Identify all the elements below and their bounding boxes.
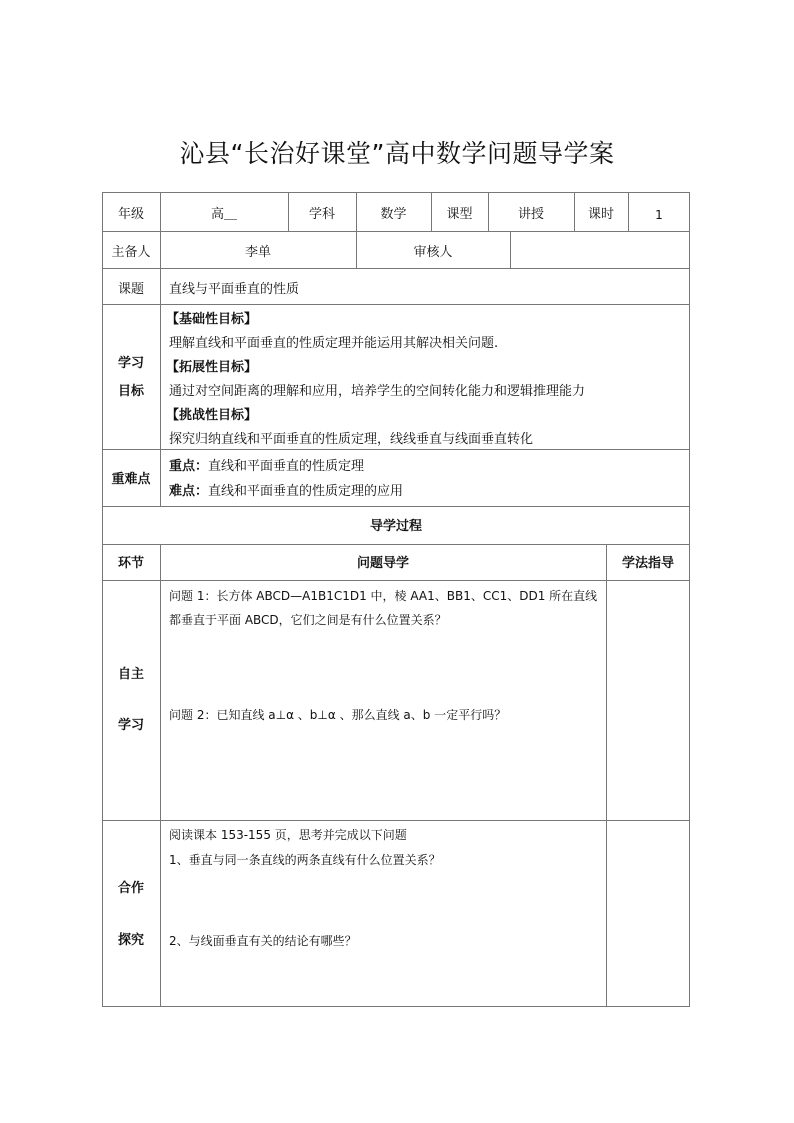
reviewer-label: 审核人 [413,245,453,260]
difficulty-line [169,483,403,501]
table-rule [102,449,690,450]
difficulty-text: 直线和平面垂直的性质定理的应用 [208,484,404,499]
table-rule [102,192,690,193]
table-rule [102,580,690,581]
period-value: 1 [655,208,663,222]
subject-label: 学科 [308,207,335,222]
basic-goal-heading: 【基础性目标】 [166,312,258,327]
question-2: 问题 2：已知直线 a⊥α 、b⊥α 、那么直线 a、b 一定平行吗？ [169,708,507,722]
table-rule [102,820,690,821]
question-1-line: 问题 1：长方体 ABCD—A1B1C1D1 中，棱 AA1、BB1、CC1、DD1 所在直线 [169,589,598,603]
challenge-goal-heading: 【挑战性目标】 [166,408,258,423]
lesson-type-label: 课型 [446,207,473,222]
grade-label: 年级 [117,207,144,222]
extend-goal-text: 通过对空间距离的理解和应用，培养学生的空间转化能力和逻辑推理能力 [169,384,586,399]
table-rule [102,544,690,545]
table-rule [160,268,161,506]
topic-label: 课题 [117,282,144,297]
cooperative-label: 合作 [117,881,144,896]
basic-goal-text: 理解直线和平面垂直的性质定理并能运用其解决相关问题. [169,336,499,351]
col-questions-header: 问题导学 [356,556,409,571]
table-rule [102,268,690,269]
topic-value: 直线与平面垂直的性质 [169,282,300,297]
goals-label: 目标 [117,384,144,399]
focus-line [169,458,364,476]
extend-goal-heading: 【拓展性目标】 [166,360,258,375]
key-points-label: 重难点 [111,472,151,487]
self-study-label: 学习 [117,718,144,733]
lesson-type-value: 讲授 [517,207,544,222]
table-rule [102,231,690,232]
table-rule [606,544,607,1006]
focus-text: 直线和平面垂直的性质定理 [208,459,365,474]
cooperative-label: 探究 [117,933,144,948]
preparer-label: 主备人 [111,245,151,260]
explore-question-1: 1、垂直与同一条直线的两条直线有什么位置关系？ [169,853,441,867]
table-rule [102,506,690,507]
focus-label: 重点： [169,459,209,474]
preparer-value: 李单 [244,245,271,260]
question-1-line: 都垂直于平面 ABCD，它们之间是有什么位置关系？ [169,613,447,627]
table-rule [102,1006,690,1007]
subject-value: 数学 [380,207,407,222]
period-label: 课时 [587,207,614,222]
col-guidance-header: 学法指导 [621,556,674,571]
goals-label: 学习 [117,356,144,371]
col-stage-header: 环节 [117,556,144,571]
explore-question-2: 2、与线面垂直有关的结论有哪些？ [169,934,357,948]
self-study-label: 自主 [117,667,144,682]
grade-value: 高＿ [210,207,237,222]
table-rule [102,304,690,305]
lesson-plan-table [102,192,690,1007]
difficulty-label: 难点： [169,484,209,499]
page-title: 沁县“长治好课堂”高中数学问题导学案 [179,139,615,168]
reading-task: 阅读课本 153-155 页，思考并完成以下问题 [169,828,407,842]
table-rule [510,231,511,268]
table-rule [689,192,690,1007]
process-title: 导学过程 [369,519,422,534]
challenge-goal-text: 探究归纳直线和平面垂直的性质定理，线线垂直与线面垂直转化 [169,432,534,447]
table-rule [160,544,161,1006]
